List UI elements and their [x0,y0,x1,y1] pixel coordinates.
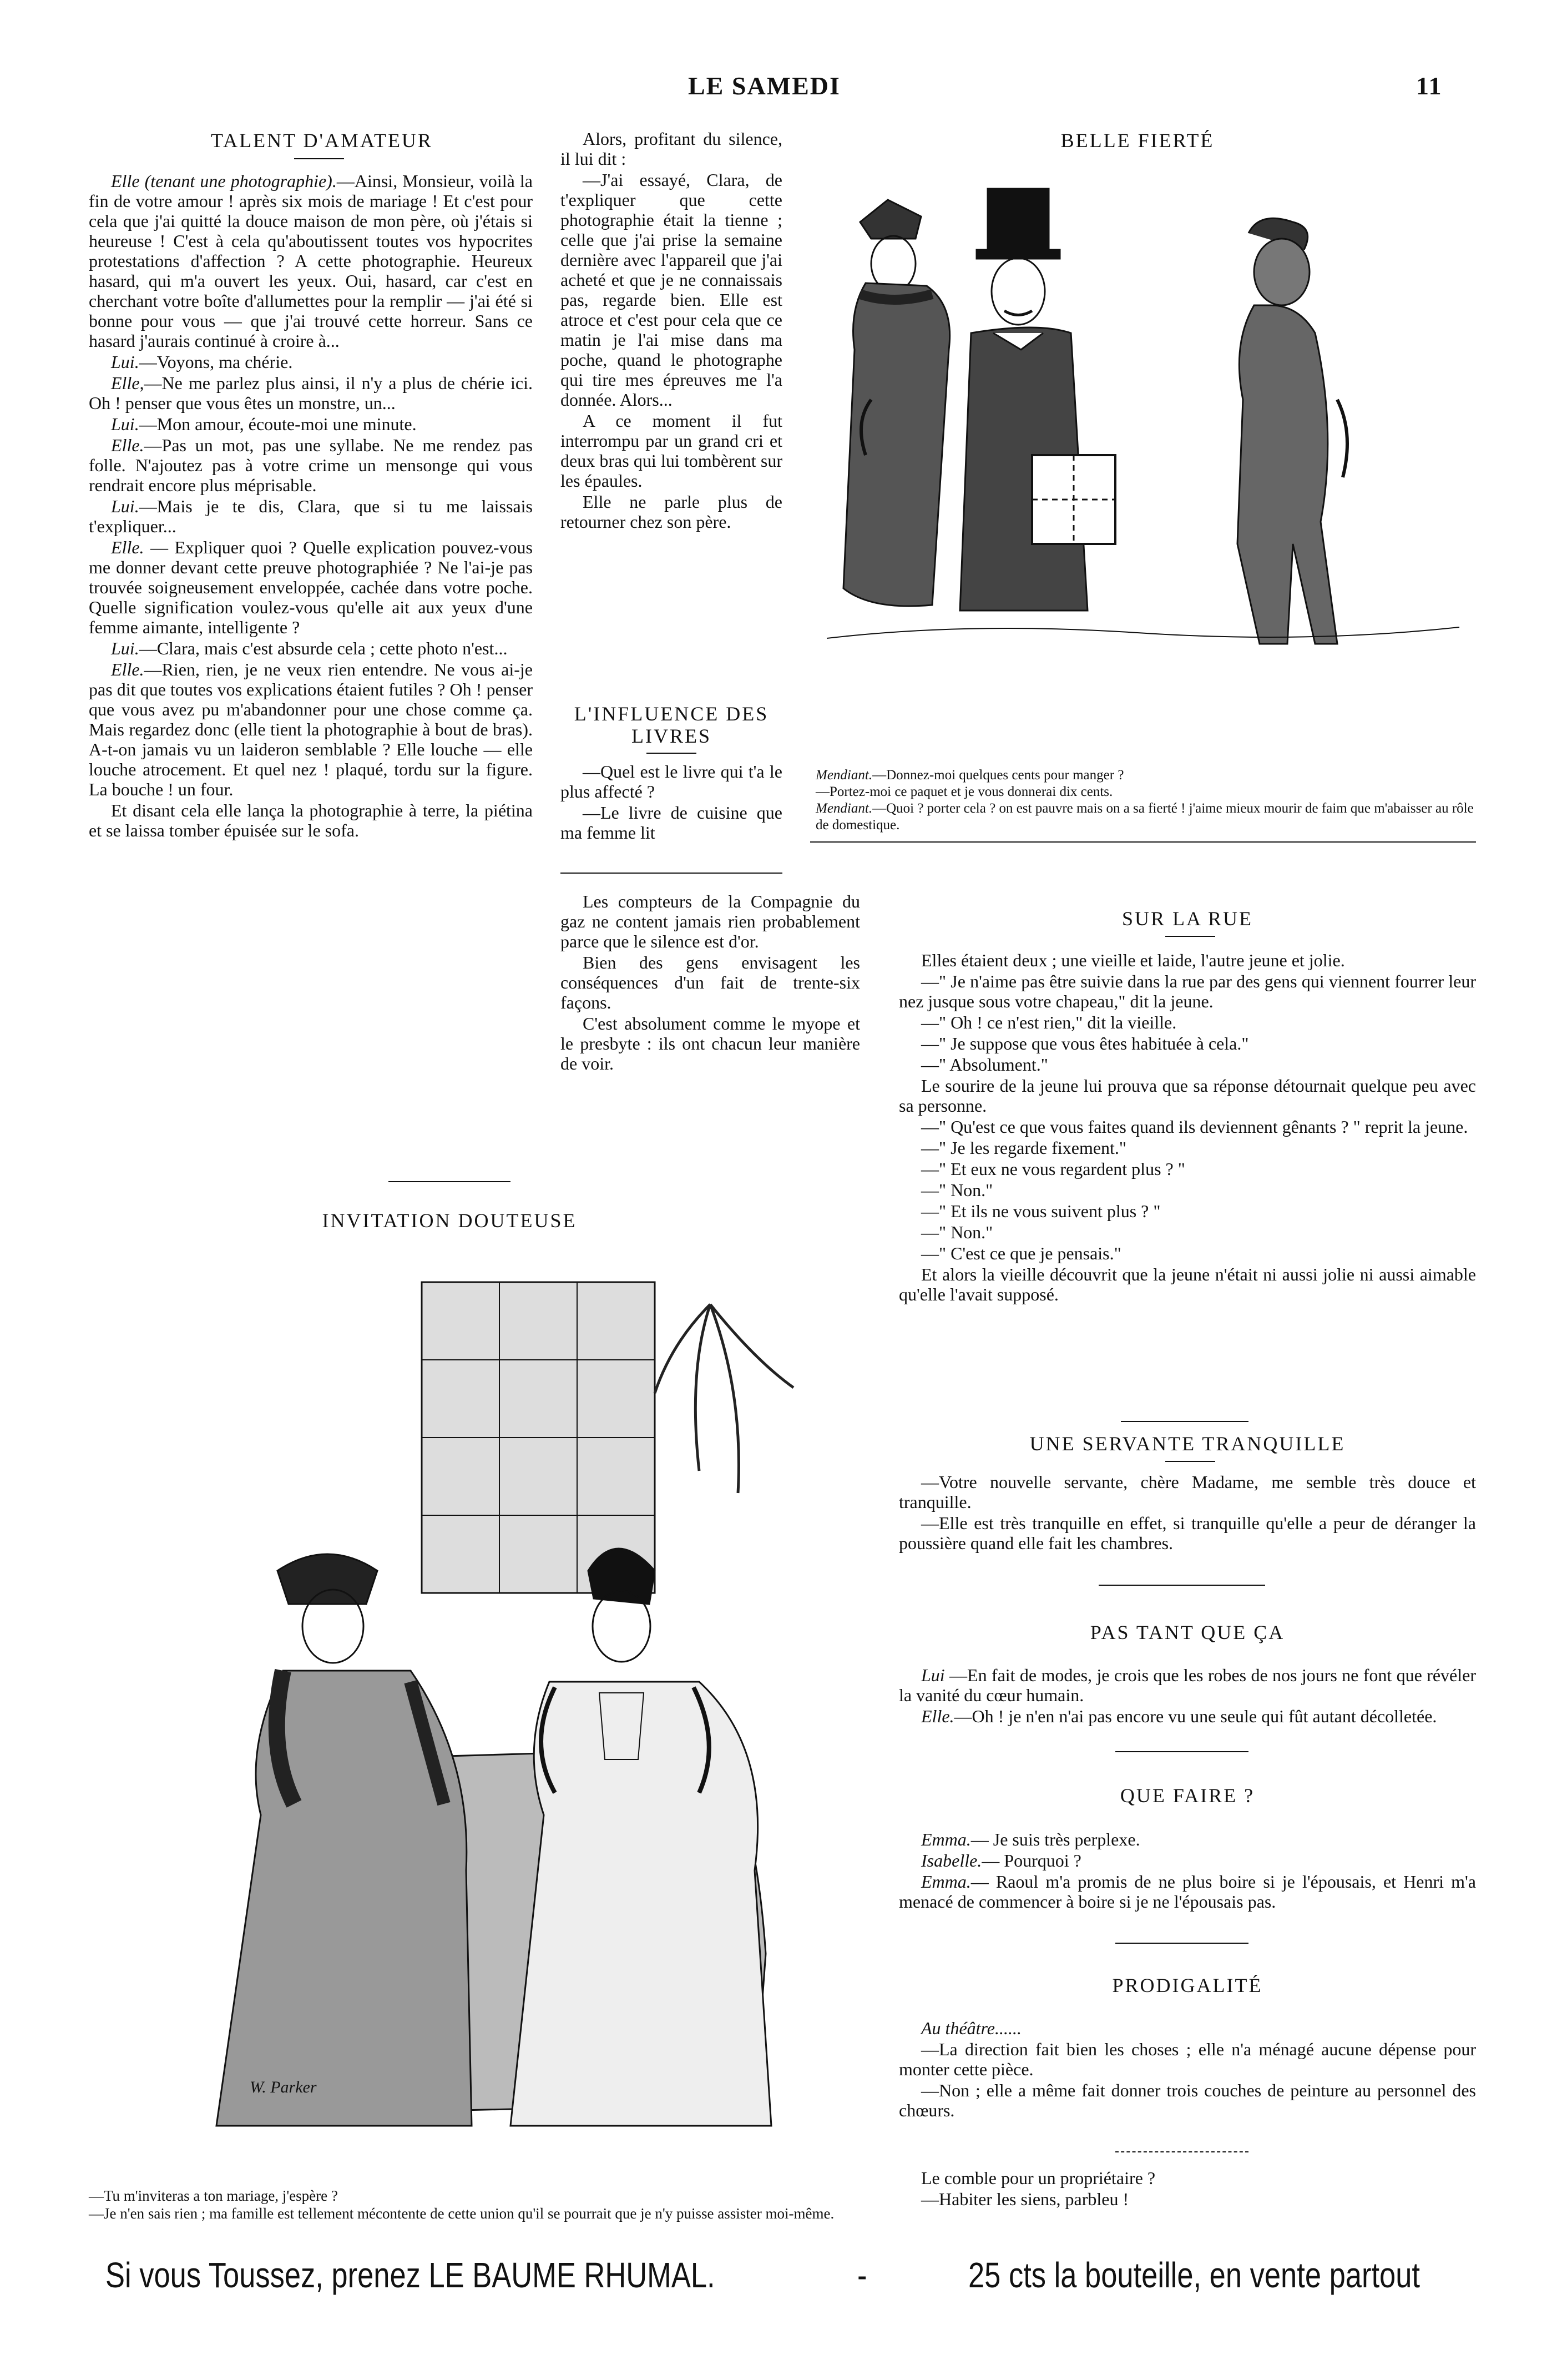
influence-text [560,762,782,843]
influence-section [560,703,782,844]
paragraph: —J'ai essayé, Clara, de t'expliquer que cette photographie était la tienne ; celle que j'ai prise la semaine dernière avec l'appareil que j'ai acheté et que je ne connaissais pas, regarde bien. Elle est atroce et c'est pour cela que ce matin je l'ai mise dans ma poche, quand le photographe qui tire mes épreuves me l'a donnée. Alors... [560,170,782,410]
prodigalite-title: PRODIGALITÉ [1112,1974,1263,1996]
caption-line: —Je n'en sais rien ; ma famille est tellement mécontente de cette union qu'il se pourrait que je n'y puisse assister moi-même. [89,2205,835,2222]
paragraph: —Quel est le livre qui t'a le plus affecté ? [560,762,782,801]
rue-title: SUR LA RUE [1121,907,1253,930]
speaker-name: Lui. [111,496,139,516]
paragraph-text: —En fait de modes, je crois que les robes de nos jours ne font que révéler la vanité du cœur humain. [899,1665,1476,1705]
paragraph-text: —Pas un mot, pas une syllabe. Ne me rendez pas folle. N'ajoutez pas à votre crime un mensonge qui vous rendrait encore plus méprisable. [89,435,533,495]
speaker-name: Mendiant. [816,768,873,783]
paragraph-text: —Ainsi, Monsieur, voilà la fin de votre amour ! après six mois de mariage ! Et c'est pour cela que j'ai quitté la douce maison de mon père, où j'étais si heureuse ! C'est à cela qu'aboutissent toutes vos hypocrites protestations d'affection ? A cette photographie. Heureux hasard, qui m'a ouvert les yeux. Oui, hasard, car c'est en cherchant votre boîte d'allumettes pour la remplir — j'ai été si bonne pour vous — que j'ai trouvé cette horreur. Sans ce hasard j'aurais continué à croire à... [89,171,533,351]
speaker-name: Elle, [111,373,144,393]
paragraph [899,2039,1476,2079]
page-title: LE SAMEDI [688,72,841,100]
paragraph-text: —Non ; elle a même fait donner trois couches de peinture au personnel des chœurs. [899,2080,1476,2120]
speaker-name: Mendiant. [816,801,873,816]
divider [1115,2151,1248,2152]
paragraph [899,2018,1476,2038]
paragraph-text: —Ne me parlez plus ainsi, il n'y a plus de chérie ici. Oh ! penser que vous êtes un monstre, un... [89,373,533,413]
belle-title: BELLE FIERTÉ [1060,129,1215,152]
paragraph [89,352,533,372]
paragraph [89,800,533,840]
speaker-name: Lui. [111,638,139,658]
paragraph: —" Et eux ne vous regardent plus ? " [921,1159,1185,1179]
divider [294,158,344,159]
paragraph: Le comble pour un propriétaire ? [921,2168,1156,2188]
speaker-name: Au théâtre...... [921,2018,1022,2038]
speaker-name: Emma. [921,1872,971,1892]
paragraph-text: —Mon amour, écoute-moi une minute. [139,414,417,434]
misc-quips [560,891,860,1075]
paragraph: Elle ne parle plus de retourner chez son père. [560,492,782,532]
paragraph: —Elle est très tranquille en effet, si tranquille qu'elle a peur de déranger la poussière quand elle fait les chambres. [899,1513,1476,1553]
caption-line [816,800,1476,834]
paragraph [899,1829,1476,1849]
speaker-name: Isabelle. [921,1850,982,1870]
pastant-article [899,1665,1476,1727]
speaker-name: Emma. [921,1829,971,1849]
talent-continuation [560,129,782,533]
servante-article [899,1472,1476,1554]
speaker-name: Elle. [111,435,144,455]
caption-line: —Tu m'inviteras a ton mariage, j'espère ? [89,2187,338,2204]
talent-title: TALENT D'AMATEUR [211,129,433,152]
talent-article [89,171,533,841]
divider [1165,936,1215,937]
paragraph: —Habiter les siens, parbleu ! [921,2189,1129,2209]
paragraph: —" Qu'est ce que vous faites quand ils deviennent gênants ? " reprit la jeune. [921,1117,1468,1137]
paragraph: Bien des gens envisagent les conséquences d'un fait de trente-six façons. [560,952,860,1012]
belle-caption [816,767,1476,834]
caption-line [816,767,1476,784]
paragraph-text: — Je suis très perplexe. [970,1829,1140,1849]
paragraph: —" C'est ce que je pensais." [921,1243,1121,1263]
divider [1121,1421,1248,1422]
speaker-name: Lui [921,1665,945,1685]
pastant-title: PAS TANT QUE ÇA [1090,1621,1285,1643]
divider [1115,1751,1248,1752]
paragraph [89,537,533,637]
divider [560,873,782,874]
paragraph [89,435,533,495]
paragraph [899,1706,1476,1726]
caption-text: —Portez-moi ce paquet et je vous donnerai dix cents. [816,784,1113,799]
paragraph-text: — Expliquer quoi ? Quelle explication pouvez-vous me donner devant cette preuve photographiée ? Ne l'ai-je pas trouvée soigneusement enveloppée, cachée dans votre poche. Quelle signification voulez-vous qu'elle ait aux yeux d'une femme aimante, intelligente ? [89,537,533,637]
divider [646,753,696,754]
paragraph-text: —Oh ! je n'en n'ai pas encore vu une seule qui fût autant décolletée. [954,1706,1437,1726]
ad-right: 25 cts la bouteille, en vente partout [968,2255,1420,2295]
paragraph [89,638,533,658]
paragraph-text: — Raoul m'a promis de ne plus boire si je l'épousais, et Henri m'a menacé de commencer à boire si je ne l'épousais pas. [899,1872,1476,1912]
belle-fierte-illustration [805,167,1482,755]
stage-direction: (tenant une photographie). [139,171,337,191]
influence-title: L'INFLUENCE DES LIVRES [574,703,769,747]
divider [388,1181,510,1182]
paragraph: —Le livre de cuisine que ma femme lit [560,803,782,843]
paragraph [899,1665,1476,1705]
paragraph [89,373,533,413]
caption-line [816,784,1476,800]
paragraph: Alors, profitant du silence, il lui dit : [560,129,782,169]
paragraph [89,496,533,536]
speaker-name: Elle. [921,1706,954,1726]
quefaire-article [899,1829,1476,1913]
speaker-name: Elle. [111,537,144,557]
paragraph: Et alors la vieille découvrit que la jeune n'était ni aussi jolie ni aussi aimable qu'elle l'avait supposé. [899,1264,1476,1304]
page-number: 11 [1416,72,1443,100]
paragraph: —" Non." [921,1222,993,1242]
paragraph [89,414,533,434]
paragraph: —" Je suppose que vous êtes habituée à cela." [921,1033,1249,1053]
paragraph: —" Non." [921,1180,993,1200]
prodigalite-article [899,2018,1476,2121]
speaker-name: Elle [111,171,140,191]
caption-text: —Quoi ? porter cela ? on est pauvre mais on a sa fierté ! j'aime mieux mourir de faim que m'abaisser au rôle de domestique. [816,801,1474,833]
invitation-title: INVITATION DOUTEUSE [322,1209,577,1232]
paragraph-text: —Voyons, ma chérie. [139,352,293,372]
paragraph-text: — Pourquoi ? [982,1850,1081,1870]
invitation-caption [89,2187,866,2222]
speaker-name: Lui. [111,352,139,372]
paragraph [89,659,533,799]
paragraph: —" Absolument." [921,1055,1048,1075]
paragraph-text: —Rien, rien, je ne veux rien entendre. Ne vous ai-je pas dit que toutes vos explications étaient futiles ? Oh ! penser que vous avez pu m'abandonner pour une chose comme ça. Mais regardez donc (elle tient la photographie à bout de bras). A-t-on jamais vu un laideron semblable ? Elle louche — elle louche atrocement. Et quel nez ! plaqué, tordu sur la figure. La bouche ! un four. [89,659,533,799]
divider [1165,1461,1215,1462]
paragraph [899,1872,1476,1912]
comble-article [899,2168,1476,2210]
paragraph: —" Et ils ne vous suivent plus ? " [921,1201,1161,1221]
paragraph: Elles étaient deux ; une vieille et laide, l'autre jeune et jolie. [921,950,1345,970]
paragraph: C'est absolument comme le myope et le presbyte : ils ont chacun leur manière de voir. [560,1013,860,1073]
quefaire-title: QUE FAIRE ? [1120,1784,1255,1807]
artist-signature: W. Parker [250,2078,317,2096]
paragraph [899,2080,1476,2120]
invitation-douteuse-illustration [211,1260,893,2159]
paragraph-text: Et disant cela elle lança la photographie à terre, la piétina et se laissa tomber épuisée sur le sofa. [89,800,533,840]
paragraph: A ce moment il fut interrompu par un grand cri et deux bras qui lui tombèrent sur les épaules. [560,411,782,491]
paragraph-text: —Clara, mais c'est absurde cela ; cette photo n'est... [139,638,508,658]
divider [810,841,1476,843]
speaker-name: Elle. [111,659,144,679]
ad-left: Si vous Toussez, prenez LE BAUME RHUMAL. [105,2255,715,2295]
paragraph: Le sourire de la jeune lui prouva que sa réponse détournait quelque peu avec sa personne. [899,1076,1476,1116]
paragraph [89,171,533,351]
paragraph: —Votre nouvelle servante, chère Madame, me semble très douce et tranquille. [899,1472,1476,1512]
ad-separator: - [857,2255,867,2295]
rue-article [899,950,1476,1305]
divider [1115,1943,1248,1944]
paragraph: —" Je n'aime pas être suivie dans la rue par des gens qui viennent fourrer leur nez jusque sous votre chapeau," dit la jeune. [899,971,1476,1011]
paragraph: —" Oh ! ce n'est rien," dit la vieille. [921,1012,1177,1032]
paragraph-text: —Mais je te dis, Clara, que si tu me laissais t'expliquer... [89,496,533,536]
caption-text: —Donnez-moi quelques cents pour manger ? [872,768,1124,783]
paragraph: Les compteurs de la Compagnie du gaz ne content jamais rien probablement parce que le silence est d'or. [560,891,860,951]
speaker-name: Lui. [111,414,139,434]
paragraph: —" Je les regarde fixement." [921,1138,1126,1158]
servante-title: UNE SERVANTE TRANQUILLE [1029,1433,1346,1455]
divider [1099,1585,1265,1586]
paragraph [899,1850,1476,1870]
paragraph-text: —La direction fait bien les choses ; elle n'a ménagé aucune dépense pour monter cette pièce. [899,2039,1476,2079]
